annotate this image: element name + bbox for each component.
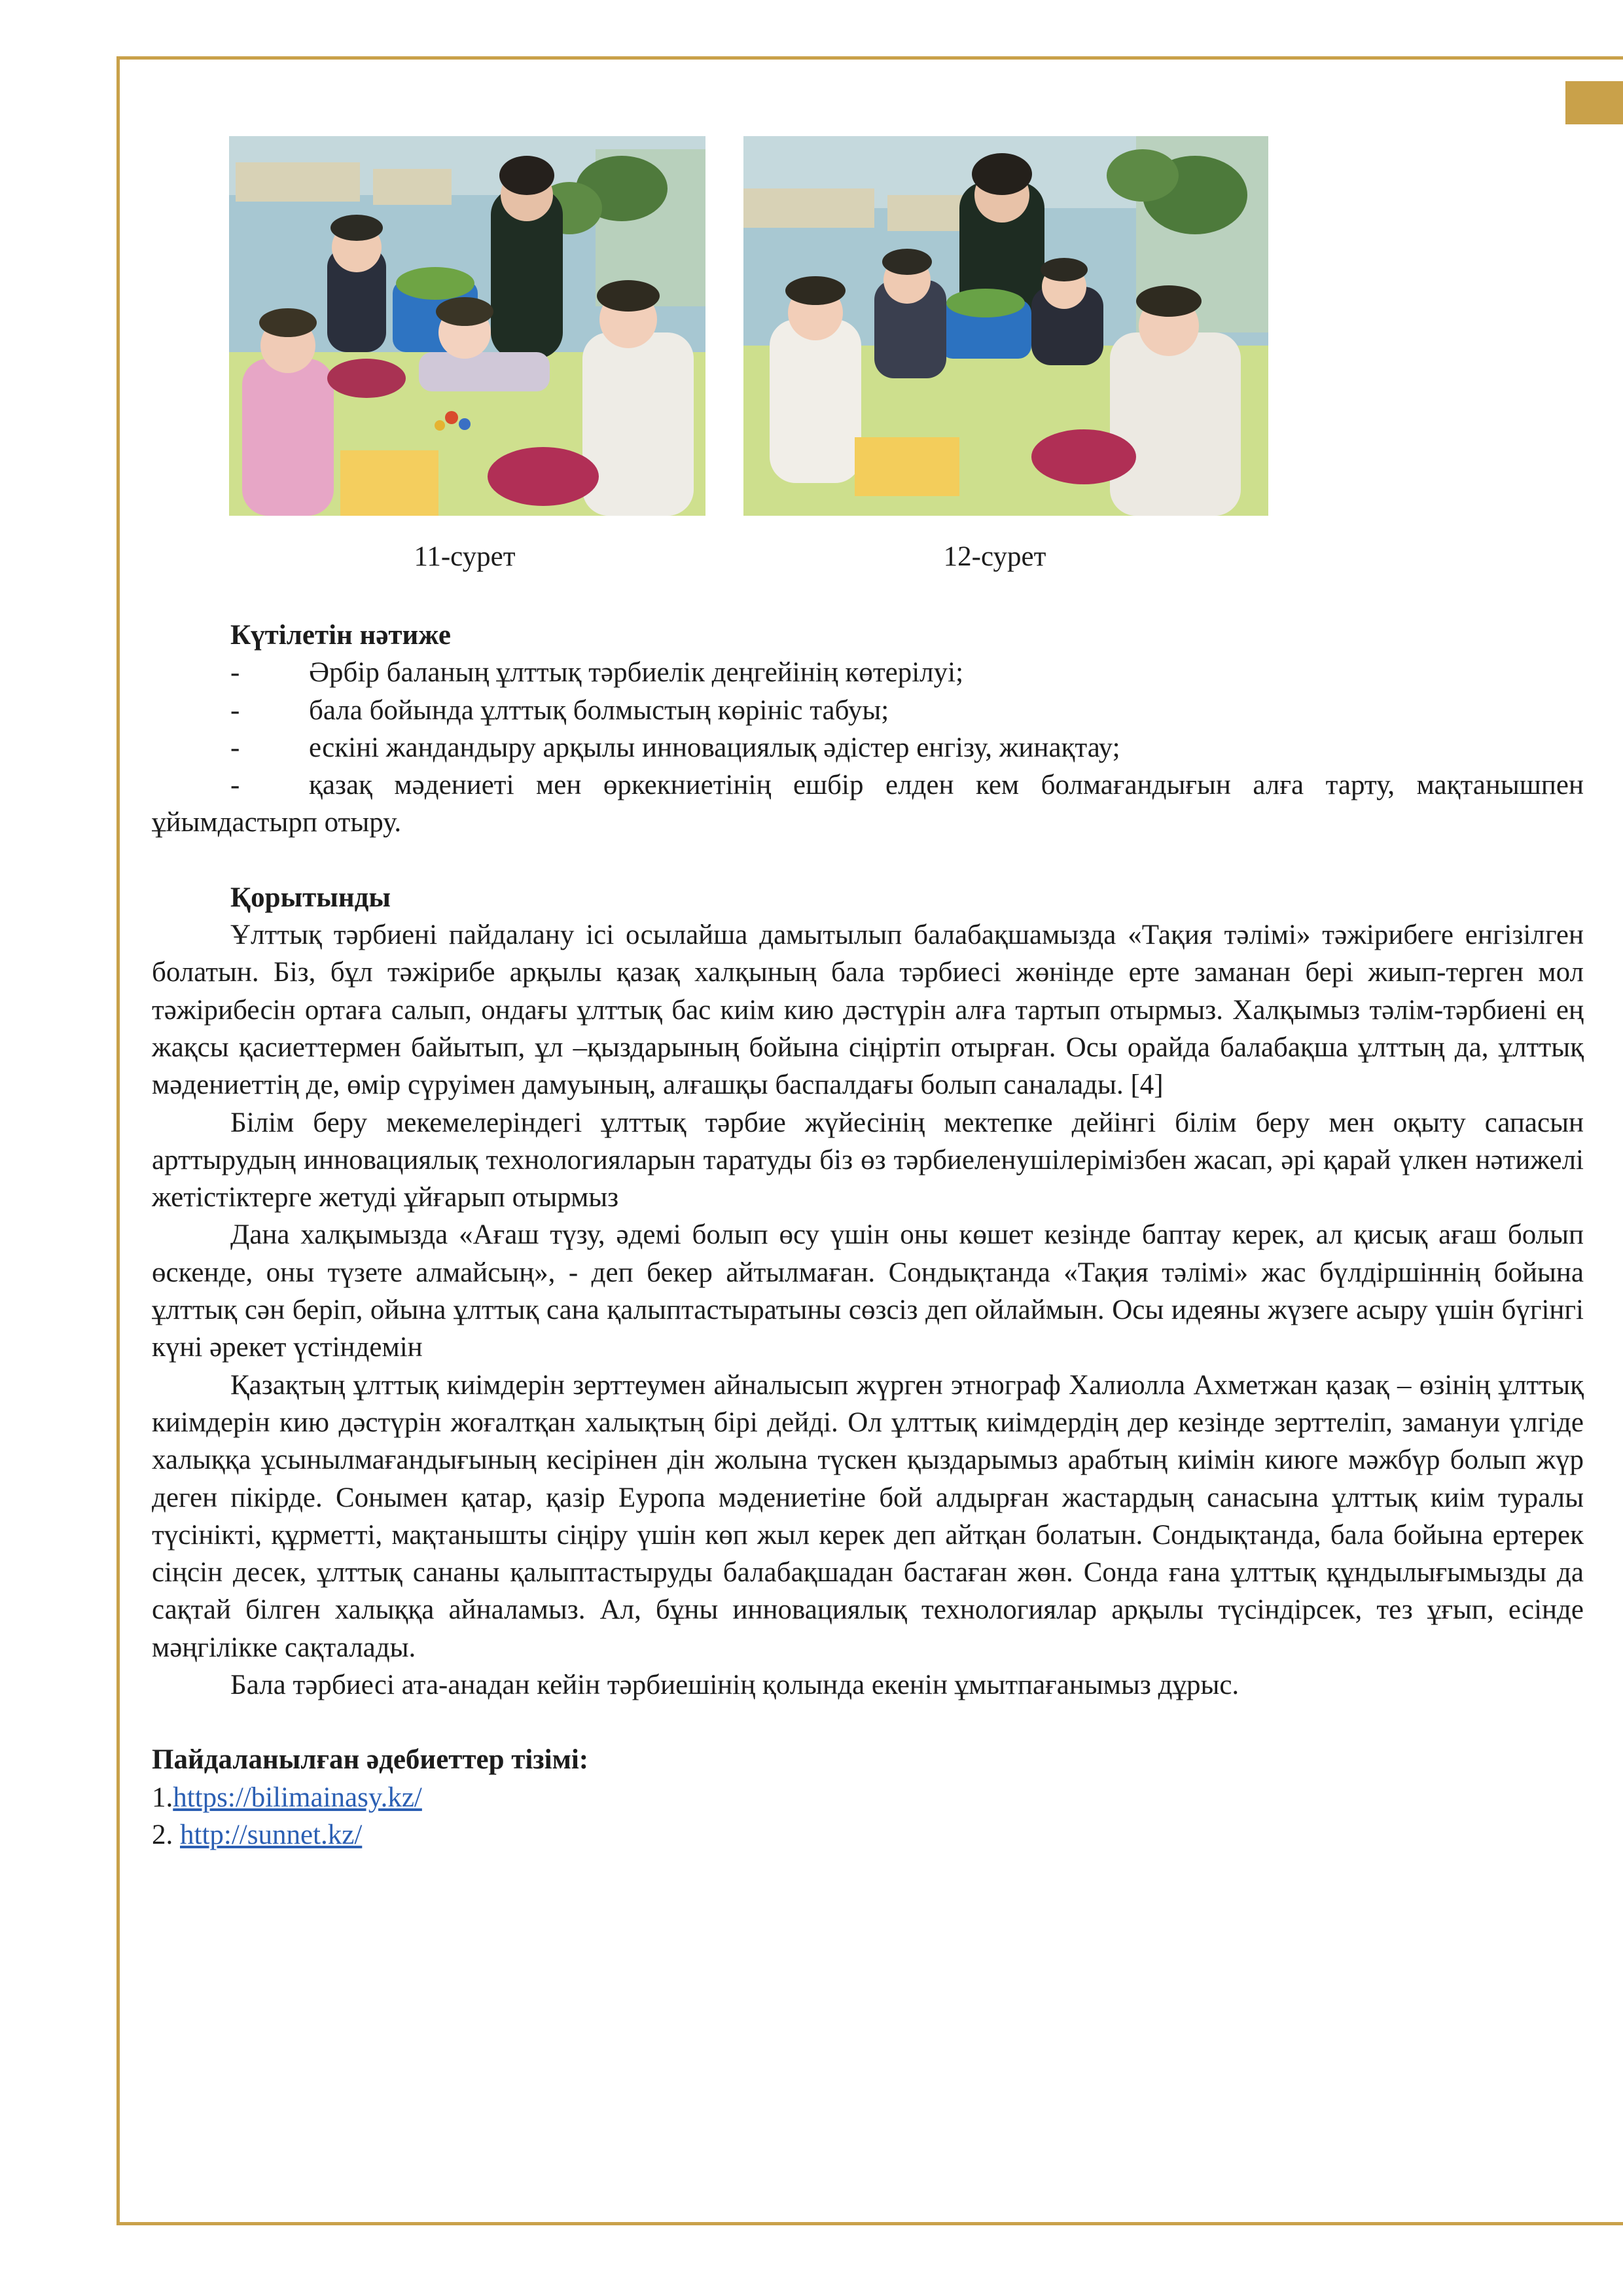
reference-item: 2. http://sunnet.kz/ [152,1819,363,1850]
bullet-dash: - [230,657,240,689]
photo-12 [743,136,1268,516]
expected-item: - бала бойында ұлттық болмыстың көрініс табуы; [152,692,1584,729]
expected-item: - қазақ мәдениеті мен өркекниетінің ешбір елден кем болмағандығын алға тарту, мақтанышпен ұйымдастырп отыру. [152,766,1584,842]
conclusion-paragraph: Білім беру мекемелеріндегі ұлттық тәрбие жүйесінің мектепке дейінгі білім беру мен оқыту сапасын арттырудың инновациялық технологияларын таратуды біз өз тәрбиеленушілерімізбен жасап, әрі қарай үлкен нәтижелі жетістіктерге жетуді ұйғарып отырмыз [152,1107,1584,1213]
conclusion-paragraph: Дана халқымызда «Ағаш түзу, әдемі болып өсу үшін оны көшет кезінде баптау керек, ал қисық ағаш болып өскенде, оны түзете алмайсың», - деп бекер айтылмаған. Сондықтанда «Тақия тәлімі» жас бүлдіршіннің бойына ұлттық сән беріп, ойына ұлттық сана қалыптастыратыны сөзсіз деп ойлаймын. Осы идеяны жүзеге асыру үшін бүгінгі күні әрекет үстіндемін [152,1219,1584,1363]
bullet-dash: - [230,732,240,763]
bullet-dash: - [230,770,240,801]
conclusion-paragraph: Бала тәрбиесі ата-анадан кейін тәрбиешінің қолында екенін ұмытпағанымыз дұрыс. [230,1670,1240,1701]
conclusion-paragraph: Қазақтың ұлттық киімдерін зерттеумен айналысып жүрген этнограф Халиолла Ахметжан қазақ – өзінің ұлттық киімдерін кию дәстүрін жоғалтқан халықтың бірі дейді. Ол ұлттық киімдердің дер кезінде зерттеліп, замануи үлгіде халыққа ұсынылмағандығының кесірінен дін жолына түскен қыздарымыз арабтың киімін киюге мәжбүр болып жүр деген пікірде. Сонымен қатар, қазір Еуропа мәдениетіне бой алдырған жастардың санасына ұлттық киім туралы түсінікті, құрметті, мақтанышты сіңіру үшін көп жыл керек деп айтқан болатын. Сондықтанда, бала бойына ертерек сіңсін десек, ұлттық сананы қалыптастыруды балабақшадан бастаған жөн. Сонда ғана ұлттық құндылығымызды да сақтай білген халыққа айналамыз. Ал, бұны инновациялық технологиялар арқылы түсіндірсек, тез ұғып, есінде мәңгілікке сақталады. [152,1369,1584,1663]
corner-tab [1565,81,1623,124]
figure-caption-12: 12-сурет [943,541,1046,572]
reference-item: 1.https://bilimainasy.kz/ [152,1782,422,1813]
expected-item: - Әрбір баланың ұлттық тәрбиелік деңгейінің көтерілуі; [152,654,1584,691]
document-body [152,617,1584,1854]
conclusion-heading: Қорытынды [230,882,391,913]
reference-link-1[interactable]: https://bilimainasy.kz/ [173,1782,422,1813]
bullet-dash: - [230,694,240,726]
reference-link-2[interactable]: http://sunnet.kz/ [180,1819,363,1850]
figure-caption-11: 11-сурет [414,541,516,572]
references-heading: Пайдаланылған әдебиеттер тізімі: [152,1744,589,1776]
expected-item: - ескіні жандандыру арқылы инновациялық әдістер енгізу, жинақтау; [152,729,1584,766]
expected-results-heading: Күтілетін нәтиже [230,620,452,651]
conclusion-paragraph: Ұлттық тәрбиені пайдалану ісі осылайша дамытылып балабақшамызда «Тақия тәлімі» тәжірибеге енгізілген болатын. Біз, бұл тәжірибе арқылы қазақ халқының бала тәрбиесі жөнінде ерте заманан бері жиып-терген мол тәжірибесін ортаға салып, ондағы ұлттық бас киім кию дәстүрін алға тартып отырмыз. Халқымыз тәлім-тәрбиені ең жақсы қасиеттермен байытып, ұл –қыздарының бойына сіңіртіп отырған. Осы орайда балабақша ұлттың да, ұлттық мәдениеттің де, өмір сүруімен дамуының, алғашқы баспалдағы болып саналады. [4] [152,920,1584,1101]
photo-11 [229,136,705,516]
